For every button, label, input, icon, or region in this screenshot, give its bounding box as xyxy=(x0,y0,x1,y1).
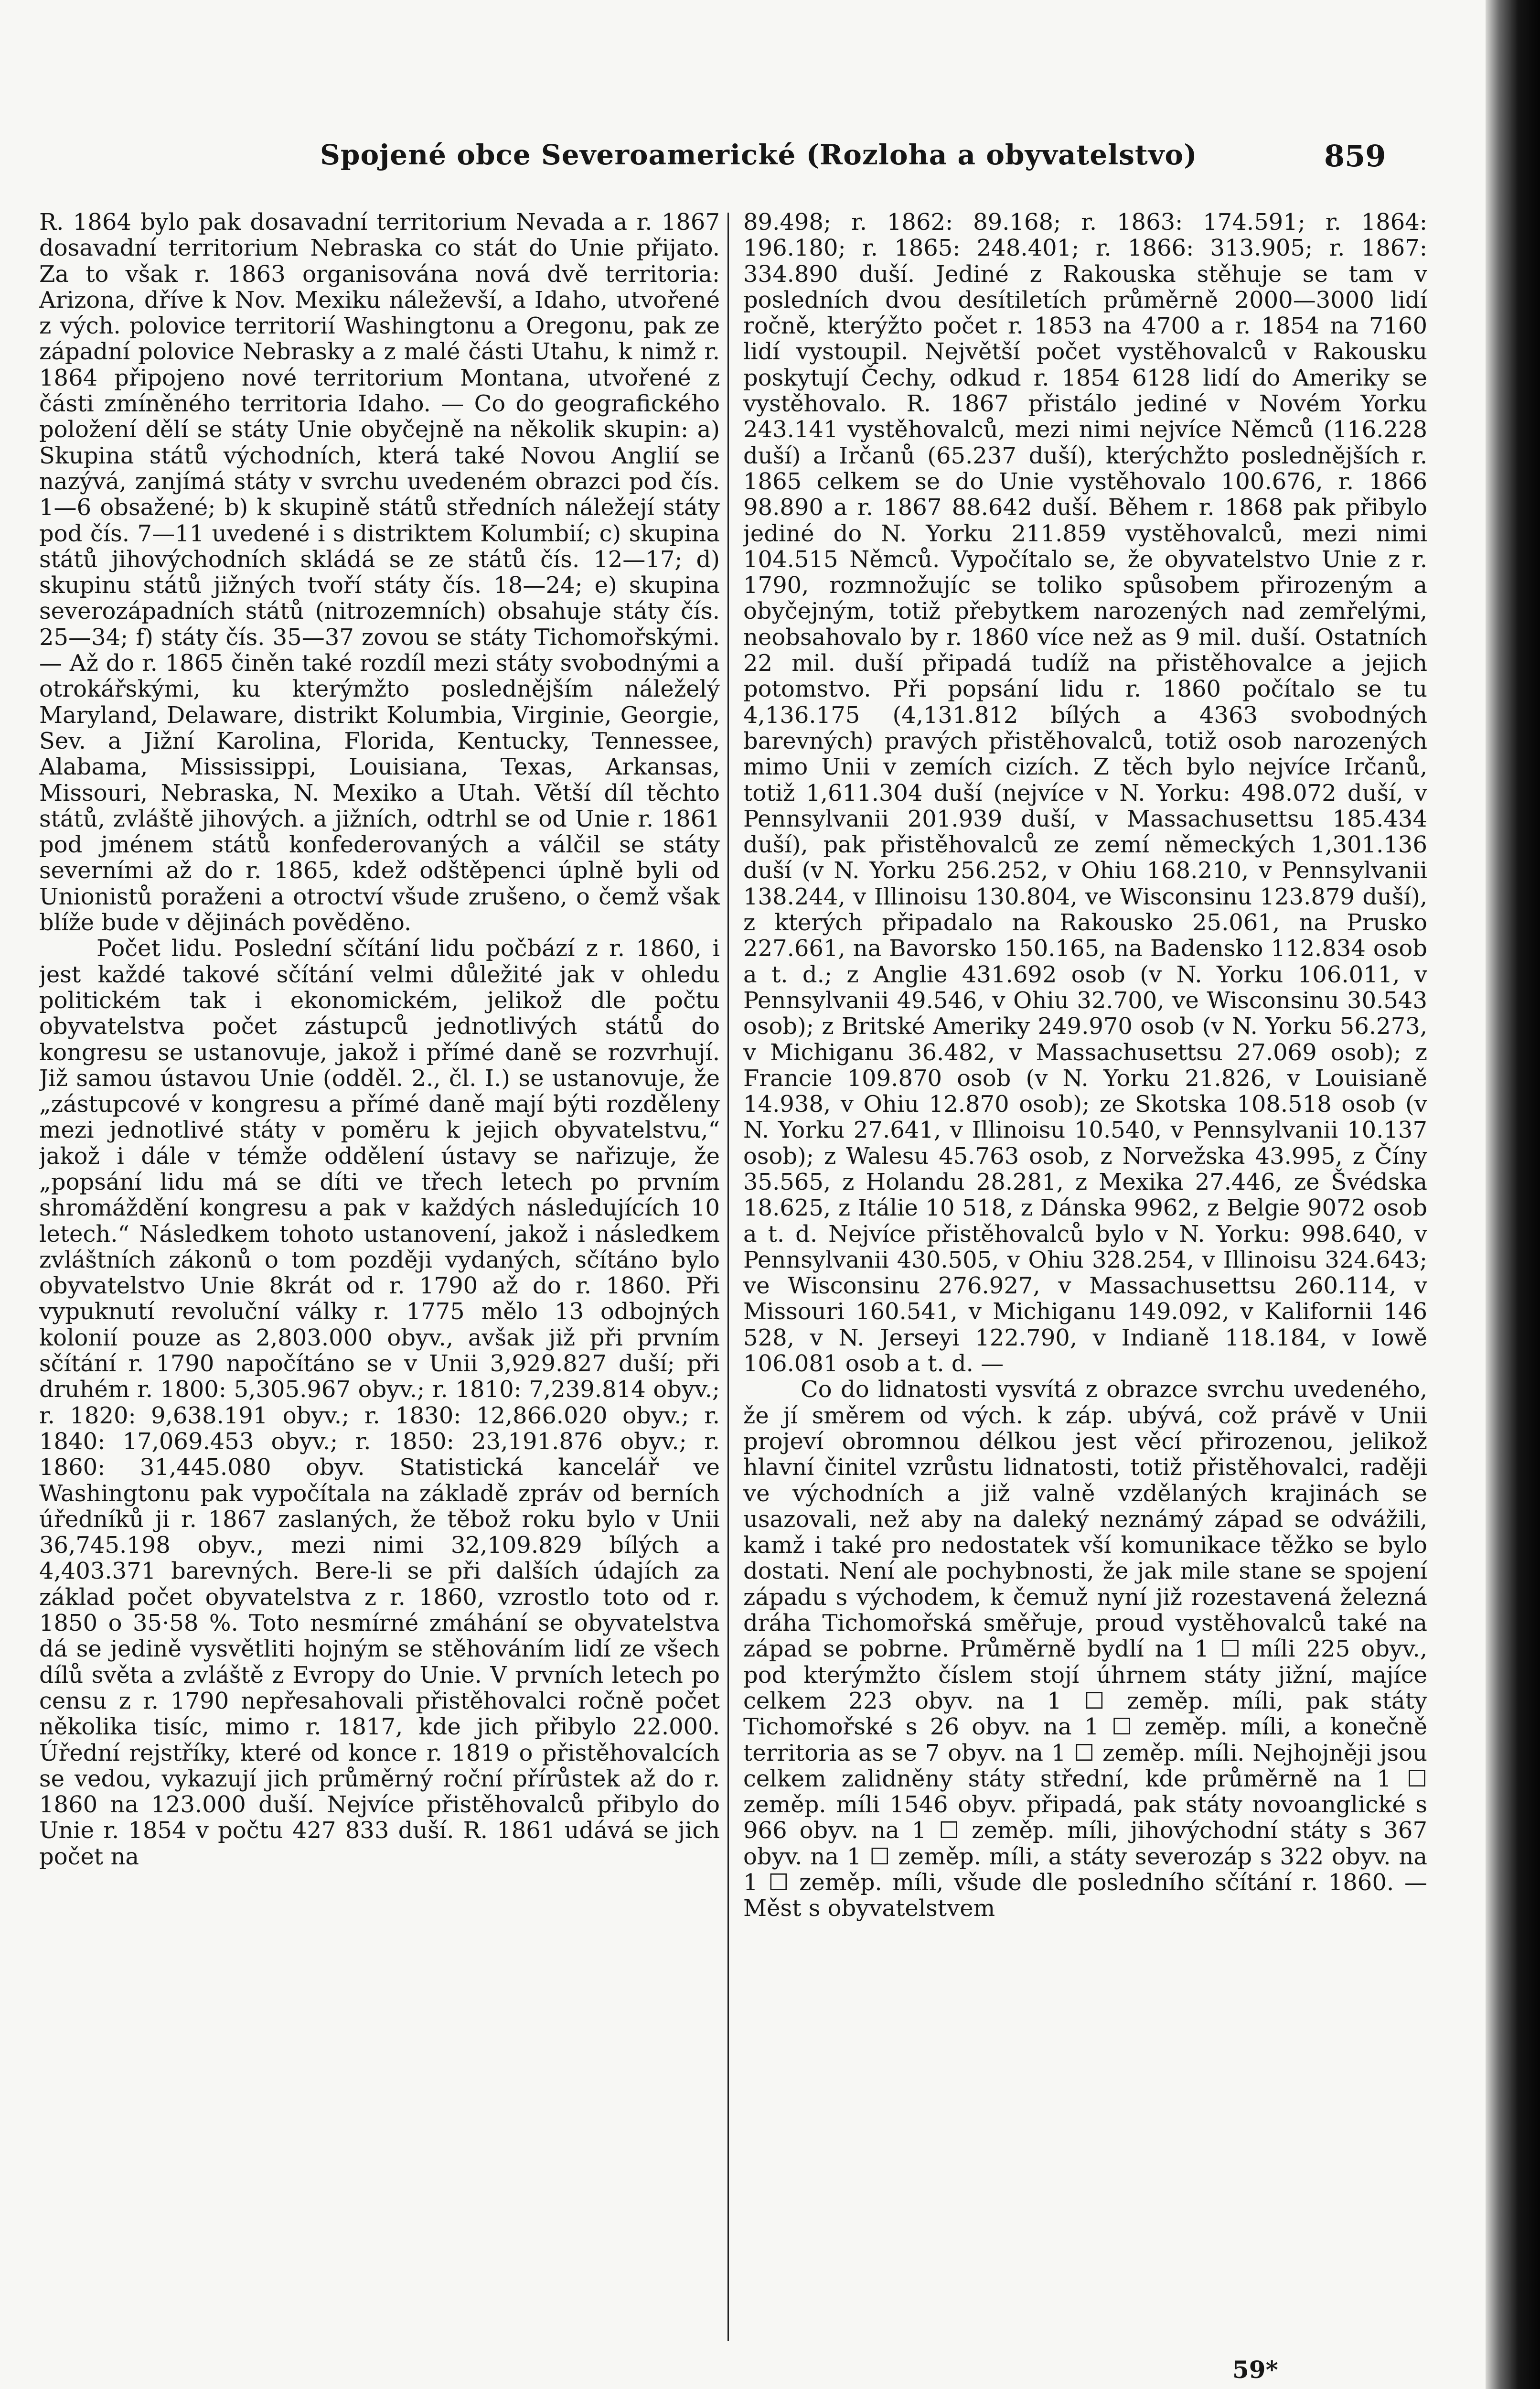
signature-mark: 59* xyxy=(1232,2356,1278,2384)
paragraph: Počet lidu. Poslední sčítání lidu počbází z r. 1860, i jest každé takové sčítání velmi důležité jak v ohledu politickém tak i ekonomickém, jelikož dle počtu obyvatelstva počet zástupců jednotlivých států do kongresu se ustanovuje, jakož i přímé daně se rozvrhují. Již samou ústavou Unie (odděl. 2., čl. I.) se ustanovuje, že „zástupcové v kongresu a přímé daně mají býti rozděleny mezi jednotlivé státy v poměru k jejich obyvatelstvu,“ jakož i dále v témže oddělení ústavy se nařizuje, že „popsání lidu má se díti ve třech letech po prvním shromáždění kongresu a pak v každých následujících 10 letech.“ Následkem tohoto ustanovení, jakož i následkem zvláštních zákonů o tom později vydaných, sčítáno bylo obyvatelstvo Unie 8krát od r. 1790 až do r. 1860. Při vypuknutí revoluční války r. 1775 mělo 13 odbojných kolonií pouze as 2,803.000 obyv., avšak již při prvním sčítání r. 1790 napočítáno se v Unii 3,929.827 duší; při druhém r. 1800: 5,305.967 obyv.; r. 1810: 7,239.814 obyv.; r. 1820: 9,638.191 obyv.; r. 1830: 12,866.020 obyv.; r. 1840: 17,069.453 obyv.; r. 1850: 23,191.876 obyv.; r. 1860: 31,445.080 obyv. Statistická kancelář ve Washingtonu pak vypočítala na základě zpráv od berních úředníků ji r. 1867 zaslaných, že těbož roku bylo v Unii 36,745.198 obyv., mezi nimi 32,109.829 bílých a 4,403.371 barevných. Bere-li se při dalších údajích za základ počet obyvatelstva z r. 1860, vzrostlo toto od r. 1850 o 35·58 %. Toto nesmírné zmáhání se obyvatelstva dá se jedině vysvětliti hojným se stěhováním lidí ze všech dílů světa a zvláště z Evropy do Unie. V prvních letech po censu z r. 1790 nepřesahovali přistěhovalci ročně počet několika tisíc, mimo r. 1817, kde jich přibylo 22.000. Úřední rejstříky, které od konce r. 1819 o přistěhovalcích se vedou, vykazují jich průměrný roční přírůstek až do r. 1860 na 123.000 duší. Nejvíce přistěhovalců přibylo do Unie r. 1854 v počtu 427 833 duší. R. 1861 udává se jich počet na xyxy=(39,935,720,1870)
left-column xyxy=(39,209,720,2345)
header-title: Spojené obce Severoamerické (Rozloha a obyvatelstvo) xyxy=(320,139,1198,171)
paragraph: R. 1864 bylo pak dosavadní territorium Nevada a r. 1867 dosavadní territorium Nebraska co stát do Unie přijato. Za to však r. 1863 organisována nová dvě territoria: Arizona, dříve k Nov. Mexiku náleževší, a Idaho, utvořené z vých. polovice territorií Washingtonu a Oregonu, pak ze západní polovice Nebrasky a z malé části Utahu, k nimž r. 1864 připojeno nové territorium Montana, utvořené z části zmíněného territoria Idaho. — Co do geografického položení dělí se státy Unie obyčejně na několik skupin: a) Skupina států východních, která také Novou Anglií se nazývá, zanjímá státy v svrchu uvedeném obrazci pod čís. 1—6 obsažené; b) k skupině států středních náležejí státy pod čís. 7—11 uvedené i s distriktem Kolumbií; c) skupina států jihovýchodních skládá se ze států čís. 12—17; d) skupinu států jižných tvoří státy čís. 18—24; e) skupina severozápadních států (nitrozemních) obsahuje státy čís. 25—34; f) státy čís. 35—37 zovou se státy Tichomořskými. — Až do r. 1865 činěn také rozdíl mezi státy svobodnými a otrokářskými, ku kterýmžto poslednějším náleželý Maryland, Delaware, distrikt Kolumbia, Virginie, Georgie, Sev. a Jižní Karolina, Florida, Kentucky, Tennessee, Alabama, Mississippi, Louisiana, Texas, Arkansas, Missouri, Nebraska, N. Mexiko a Utah. Větší díl těchto států, zvláště jihových. a jižních, odtrhl se od Unie r. 1861 pod jménem států konfederovaných a válčil se státy severními až do r. 1865, kdež odštěpenci úplně byli od Unionistů poraženi a otroctví všude zrušeno, o čemž však blíže bude v dějinách pověděno. xyxy=(39,209,720,936)
scan-edge xyxy=(1486,0,1540,2389)
right-column xyxy=(743,209,1427,2345)
paragraph: 89.498; r. 1862: 89.168; r. 1863: 174.591; r. 1864: 196.180; r. 1865: 248.401; r. 1866: 313.905; r. 1867: 334.890 duší. Jediné z Rakouska stěhuje se tam v posledních dvou desítiletích průměrně 2000—3000 lidí ročně, kterýžto počet r. 1853 na 4700 a r. 1854 na 7160 lidí vystoupil. Největší počet vystěhovalců v Rakousku poskytují Čechy, odkud r. 1854 6128 lidí do Ameriky se vystěhovalo. R. 1867 přistálo jediné v Novém Yorku 243.141 vystěhovalců, mezi nimi nejvíce Němců (116.228 duší) a Irčanů (65.237 duší), kterýchžto posledněјších r. 1865 celkem se do Unie vystěhovalo 100.676, r. 1866 98.890 a r. 1867 88.642 duší. Během r. 1868 pak přibylo jediné do N. Yorku 211.859 vystěhovalců, mezi nimi 104.515 Němců. Vypočítalo se, že obyvatelstvo Unie z r. 1790, rozmnožujíc se toliko spůsobem přirozeným a obyčejným, totiž přebytkem narozených nad zemřelými, neobsahovalo by r. 1860 více než as 9 mil. duší. Ostatních 22 mil. duší připadá tudíž na přistěhovalce a jejich potomstvo. Při popsání lidu r. 1860 počítalo se tu 4,136.175 (4,131.812 bílých a 4363 svobodných barevných) pravých přistěhovalců, totiž osob narozených mimo Unii v zemích cizích. Z těch bylo nejvíce Irčanů, totiž 1,611.304 duší (nejvíce v N. Yorku: 498.072 duší, v Pennsylvanii 201.939 duší, v Massachusettsu 185.434 duší), pak přistěhovalců ze zemí německých 1,301.136 duší (v N. Yorku 256.252, v Ohiu 168.210, v Pennsylvanii 138.244, v Illinoisu 130.804, ve Wisconsinu 123.879 duší), z kterých připadalo na Rakousko 25.061, na Prusko 227.661, na Bavorsko 150.165, na Badensko 112.834 osob a t. d.; z Anglie 431.692 osob (v N. Yorku 106.011, v Pennsylvanii 49.546, v Ohiu 32.700, ve Wisconsinu 30.543 osob); z Britské Ameriky 249.970 osob (v N. Yorku 56.273, v Michiganu 36.482, v Massachusettsu 27.069 osob); z Francie 109.870 osob (v N. Yorku 21.826, v Louisianě 14.938, v Ohiu 12.870 osob); ze Skotska 108.518 osob (v N. Yorku 27.641, v Illinoisu 10.540, v Pennsylvanii 10.137 osob); z Walesu 45.763 osob, z Norvežska 43.995, z Číny 35.565, z Holandu 28.281, z Mexika 27.446, ze Švédska 18.625, z Itálie 10 518, z Dánska 9962, z Belgie 9072 osob a t. d. Nejvíce přistěhovalců bylo v N. Yorku: 998.640, v Pennsylvanii 430.505, v Ohiu 328.254, v Illinoisu 324.643; ve Wisconsinu 276.927, v Massachusettsu 260.114, v Missouri 160.541, v Michiganu 149.092, v Kalifornii 146 528, v N. Jerseyi 122.790, v Indianě 118.184, v Iowě 106.081 osob a t. d. — xyxy=(743,209,1427,1377)
paragraph: Co do lidnatosti vysvítá z obrazce svrchu uvedeného, že jí směrem od vých. k záp. ubývá, což právě v Unii projeví obromnou délkou jest věcí přirozenou, jelikož hlavní činitel vzrůstu lidnatosti, totiž přistěhovalci, raději ve východních a již valně vzdělaných krajinách se usazovali, než aby na daleký neznámý západ se odvážili, kamž i také pro nedostatek vší komunikace těžko se bylo dostati. Není ale pochybnosti, že jak mile stane se spojení západu s východem, k čemuž nyní již rozestavená železná dráha Tichomořská směřuje, proud vystěhovalců také na západ se pobrne. Průměrně bydlí na 1 ☐ míli 225 obyv., pod kterýmžto číslem stojí úhrnem státy jižní, majíce celkem 223 obyv. na 1 ☐ zeměp. míli, pak státy Tichomořské s 26 obyv. na 1 ☐ zeměp. míli, a konečně territoria as se 7 obyv. na 1 ☐ zeměp. míli. Nejhojněji jsou celkem zalidněny státy střední, kde průměrně na 1 ☐ zeměp. míli 1546 obyv. připadá, pak státy novoanglické s 966 obyv. na 1 ☐ zeměp. míli, jihovýchodní státy s 367 obyv. na 1 ☐ zeměp. míli, a státy severozáp s 322 obyv. na 1 ☐ zeměp. míli, všude dle posledního sčítání r. 1860. — Měst s obyvatelstvem xyxy=(743,1376,1427,1922)
column-divider xyxy=(727,213,729,2341)
running-header xyxy=(0,139,1433,182)
page-number: 859 xyxy=(1324,139,1386,173)
